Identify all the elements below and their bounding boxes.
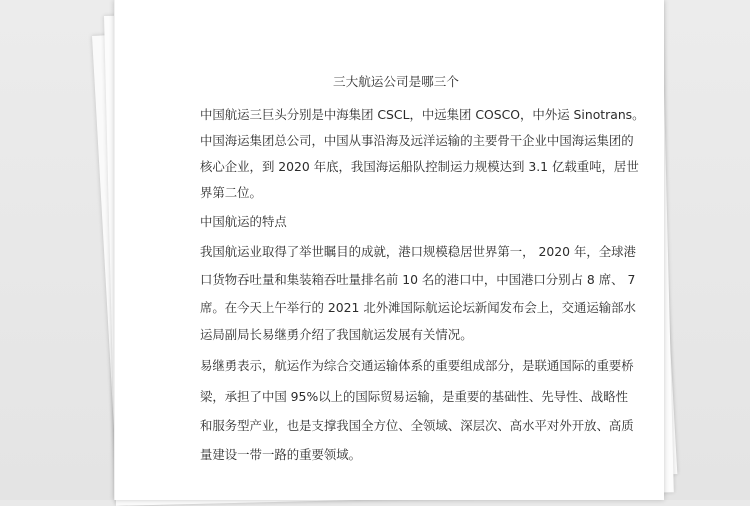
- paragraph-line: 口货物吞吐量和集装箱吞吐量排名前 10 名的港口中，中国港口分别占 8 席、 7: [200, 272, 636, 287]
- section-heading: 中国航运的特点: [200, 214, 287, 229]
- paragraph-line: 席。在今天上午举行的 2021 北外滩国际航运论坛新闻发布会上，交通运输部水: [200, 300, 636, 315]
- paragraph-line: 和服务型产业，也是支撑我国全方位、全领域、深层次、高水平对外开放、高质: [200, 418, 634, 433]
- paragraph-line: 量建设一带一路的重要领域。: [200, 447, 362, 462]
- page-edge: [114, 0, 115, 500]
- paragraph-line: 中国航运三巨头分别是中海集团 CSCL，中远集团 COSCO，中外运 Sinotrans。: [200, 107, 645, 122]
- paragraph-line: 核心企业，到 2020 年底，我国海运船队控制运力规模达到 3.1 亿载重吨，居世: [200, 159, 639, 174]
- paragraph-line: 易继勇表示，航运作为综合交通运输体系的重要组成部分，是联通国际的重要桥: [200, 358, 634, 373]
- paragraph-line: 中国海运集团总公司，中国从事沿海及远洋运输的主要骨干企业中国海运集团的: [200, 133, 634, 148]
- document-title: 三大航运公司是哪三个: [333, 74, 459, 89]
- paragraph-line: 我国航运业取得了举世瞩目的成就，港口规模稳居世界第一， 2020 年，全球港: [200, 244, 636, 259]
- paragraph-line: 梁，承担了中国 95%以上的国际贸易运输，是重要的基础性、先导性、战略性: [200, 389, 628, 404]
- paragraph-line: 界第二位。: [200, 185, 262, 200]
- paragraph-line: 运局副局长易继勇介绍了我国航运发展有关情况。: [200, 327, 473, 342]
